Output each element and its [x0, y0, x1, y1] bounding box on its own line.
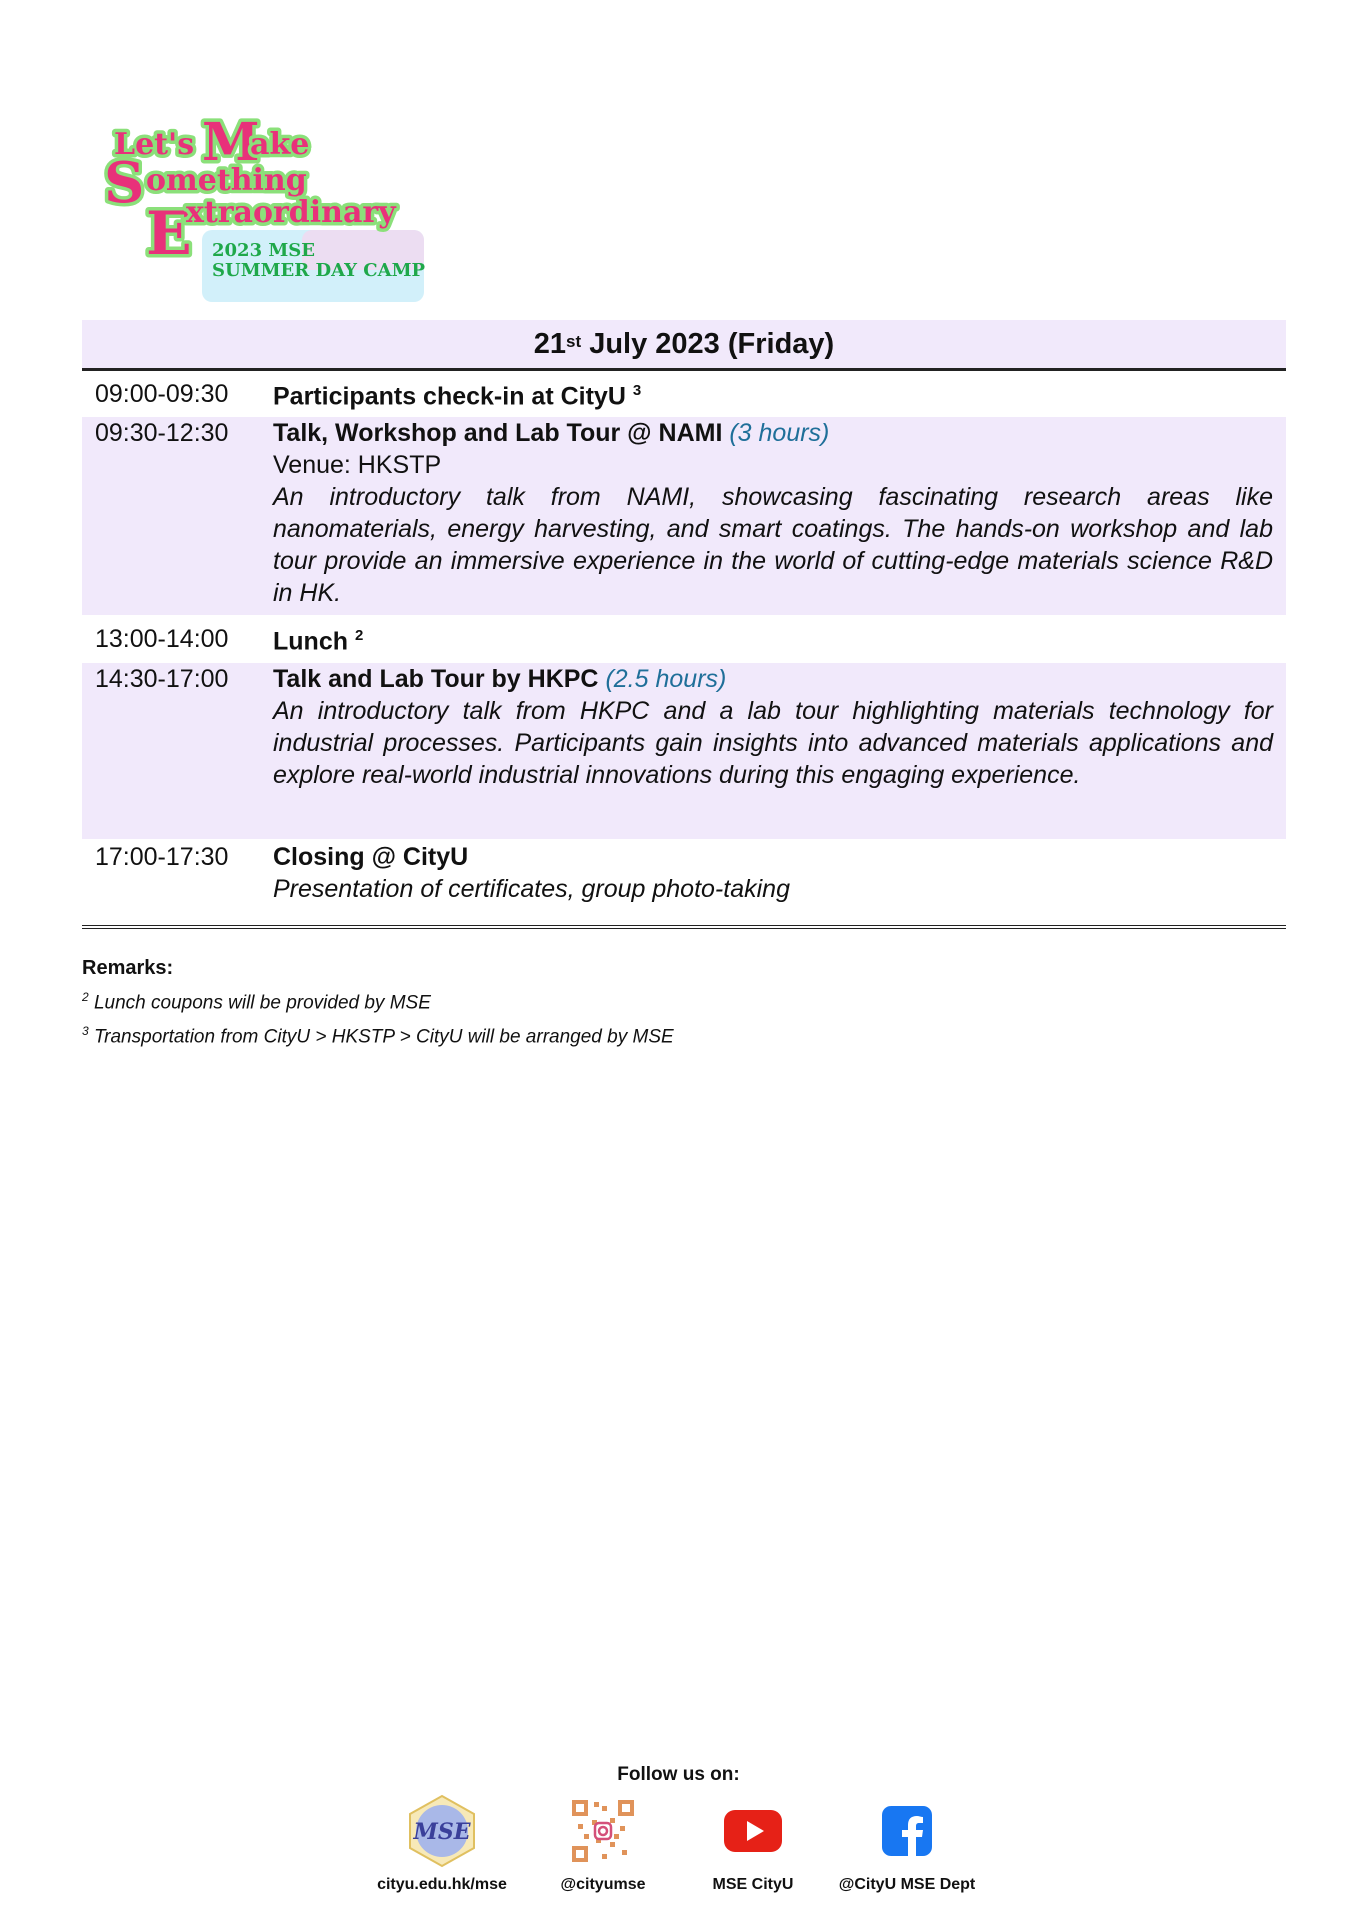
- social-youtube[interactable]: [668, 1796, 838, 1894]
- row-description: An introductory talk from HKPC and a lab tour highlighting materials technology for industrial processes. Participants gain insights into advanced materials applications and explore real-world industrial innovations during this engaging experience.: [273, 697, 1273, 789]
- svg-text:M: M: [202, 112, 260, 173]
- qr-code-icon: [570, 1798, 636, 1864]
- svg-text:xtraordinary: xtraordinary: [186, 195, 396, 230]
- svg-text:S: S: [104, 150, 145, 216]
- row-duration: (2.5 hours): [605, 665, 727, 693]
- remarks-section: [82, 954, 882, 1052]
- youtube-icon: [724, 1810, 782, 1852]
- row-time: 09:00-09:30: [95, 380, 229, 408]
- schedule-row: [82, 615, 1286, 663]
- schedule-row: [82, 417, 1286, 615]
- remark-item: [82, 1017, 882, 1051]
- schedule-row: [82, 839, 1286, 925]
- mse-logo-icon: [405, 1794, 479, 1868]
- row-description: An introductory talk from NAMI, showcasing fascinating research areas like nanomaterials, energy harvesting, and smart coatings. The hands-on workshop and lab tour provide an immersive experience in the world of cutting-edge materials science R&D in HK.: [273, 483, 1273, 607]
- social-label: MSE CityU: [712, 1876, 794, 1893]
- schedule-header: [82, 320, 1286, 371]
- table-bottom-rule: [82, 925, 1286, 929]
- social-label: cityu.edu.hk/mse: [377, 1876, 507, 1893]
- remark-text: Lunch coupons will be provided by MSE: [93, 992, 431, 1014]
- social-instagram[interactable]: [518, 1796, 688, 1894]
- remark-mark: 3: [82, 1024, 89, 1039]
- svg-text:Let's: Let's: [114, 127, 195, 162]
- header-day: 21: [533, 327, 567, 360]
- svg-text:E: E: [146, 199, 192, 269]
- header-date: July 2023 (Friday): [581, 327, 835, 360]
- row-title: Talk, Workshop and Lab Tour @ NAMI: [273, 419, 723, 447]
- row-venue: Venue: HKSTP: [273, 451, 442, 479]
- social-links: [0, 1796, 1357, 1906]
- svg-text:omething: omething: [146, 163, 307, 198]
- facebook-icon: [882, 1806, 932, 1856]
- remarks-title: Remarks:: [82, 957, 174, 979]
- row-description: Presentation of certificates, group photo-taking: [273, 875, 790, 903]
- row-title: Closing @ CityU: [273, 843, 469, 871]
- footnote-mark: 3: [632, 382, 642, 400]
- remark-item: [82, 983, 882, 1017]
- remark-mark: 2: [82, 990, 89, 1004]
- camp-logo: [102, 102, 430, 306]
- remark-text: Transportation from CityU > HKSTP > CityU will be arranged by MSE: [93, 1026, 674, 1048]
- svg-text:MSE: MSE: [413, 1819, 471, 1845]
- svg-text:2023 MSE: 2023 MSE: [212, 240, 316, 261]
- svg-text:SUMMER DAY CAMP: SUMMER DAY CAMP: [212, 260, 426, 281]
- schedule-row: [82, 371, 1286, 417]
- schedule-table: [82, 320, 1286, 929]
- header-day-suffix: st: [566, 332, 582, 351]
- social-facebook[interactable]: [822, 1796, 992, 1894]
- schedule-row: [82, 663, 1286, 839]
- row-duration: (3 hours): [729, 419, 830, 447]
- social-website[interactable]: [357, 1796, 527, 1894]
- row-time: 14:30-17:00: [95, 665, 229, 693]
- row-time: 17:00-17:30: [95, 843, 229, 871]
- footnote-mark: 2: [354, 627, 364, 645]
- row-time: 13:00-14:00: [95, 625, 229, 653]
- row-time: 09:30-12:30: [95, 419, 229, 447]
- row-title: Lunch: [273, 627, 348, 656]
- social-label: @CityU MSE Dept: [838, 1876, 976, 1893]
- svg-text:ake: ake: [250, 127, 310, 162]
- follow-title: Follow us on:: [617, 1764, 740, 1785]
- row-title: Participants check-in at CityU: [273, 382, 626, 411]
- row-title: Talk and Lab Tour by HKPC: [273, 665, 599, 693]
- social-label: @cityumse: [560, 1876, 646, 1893]
